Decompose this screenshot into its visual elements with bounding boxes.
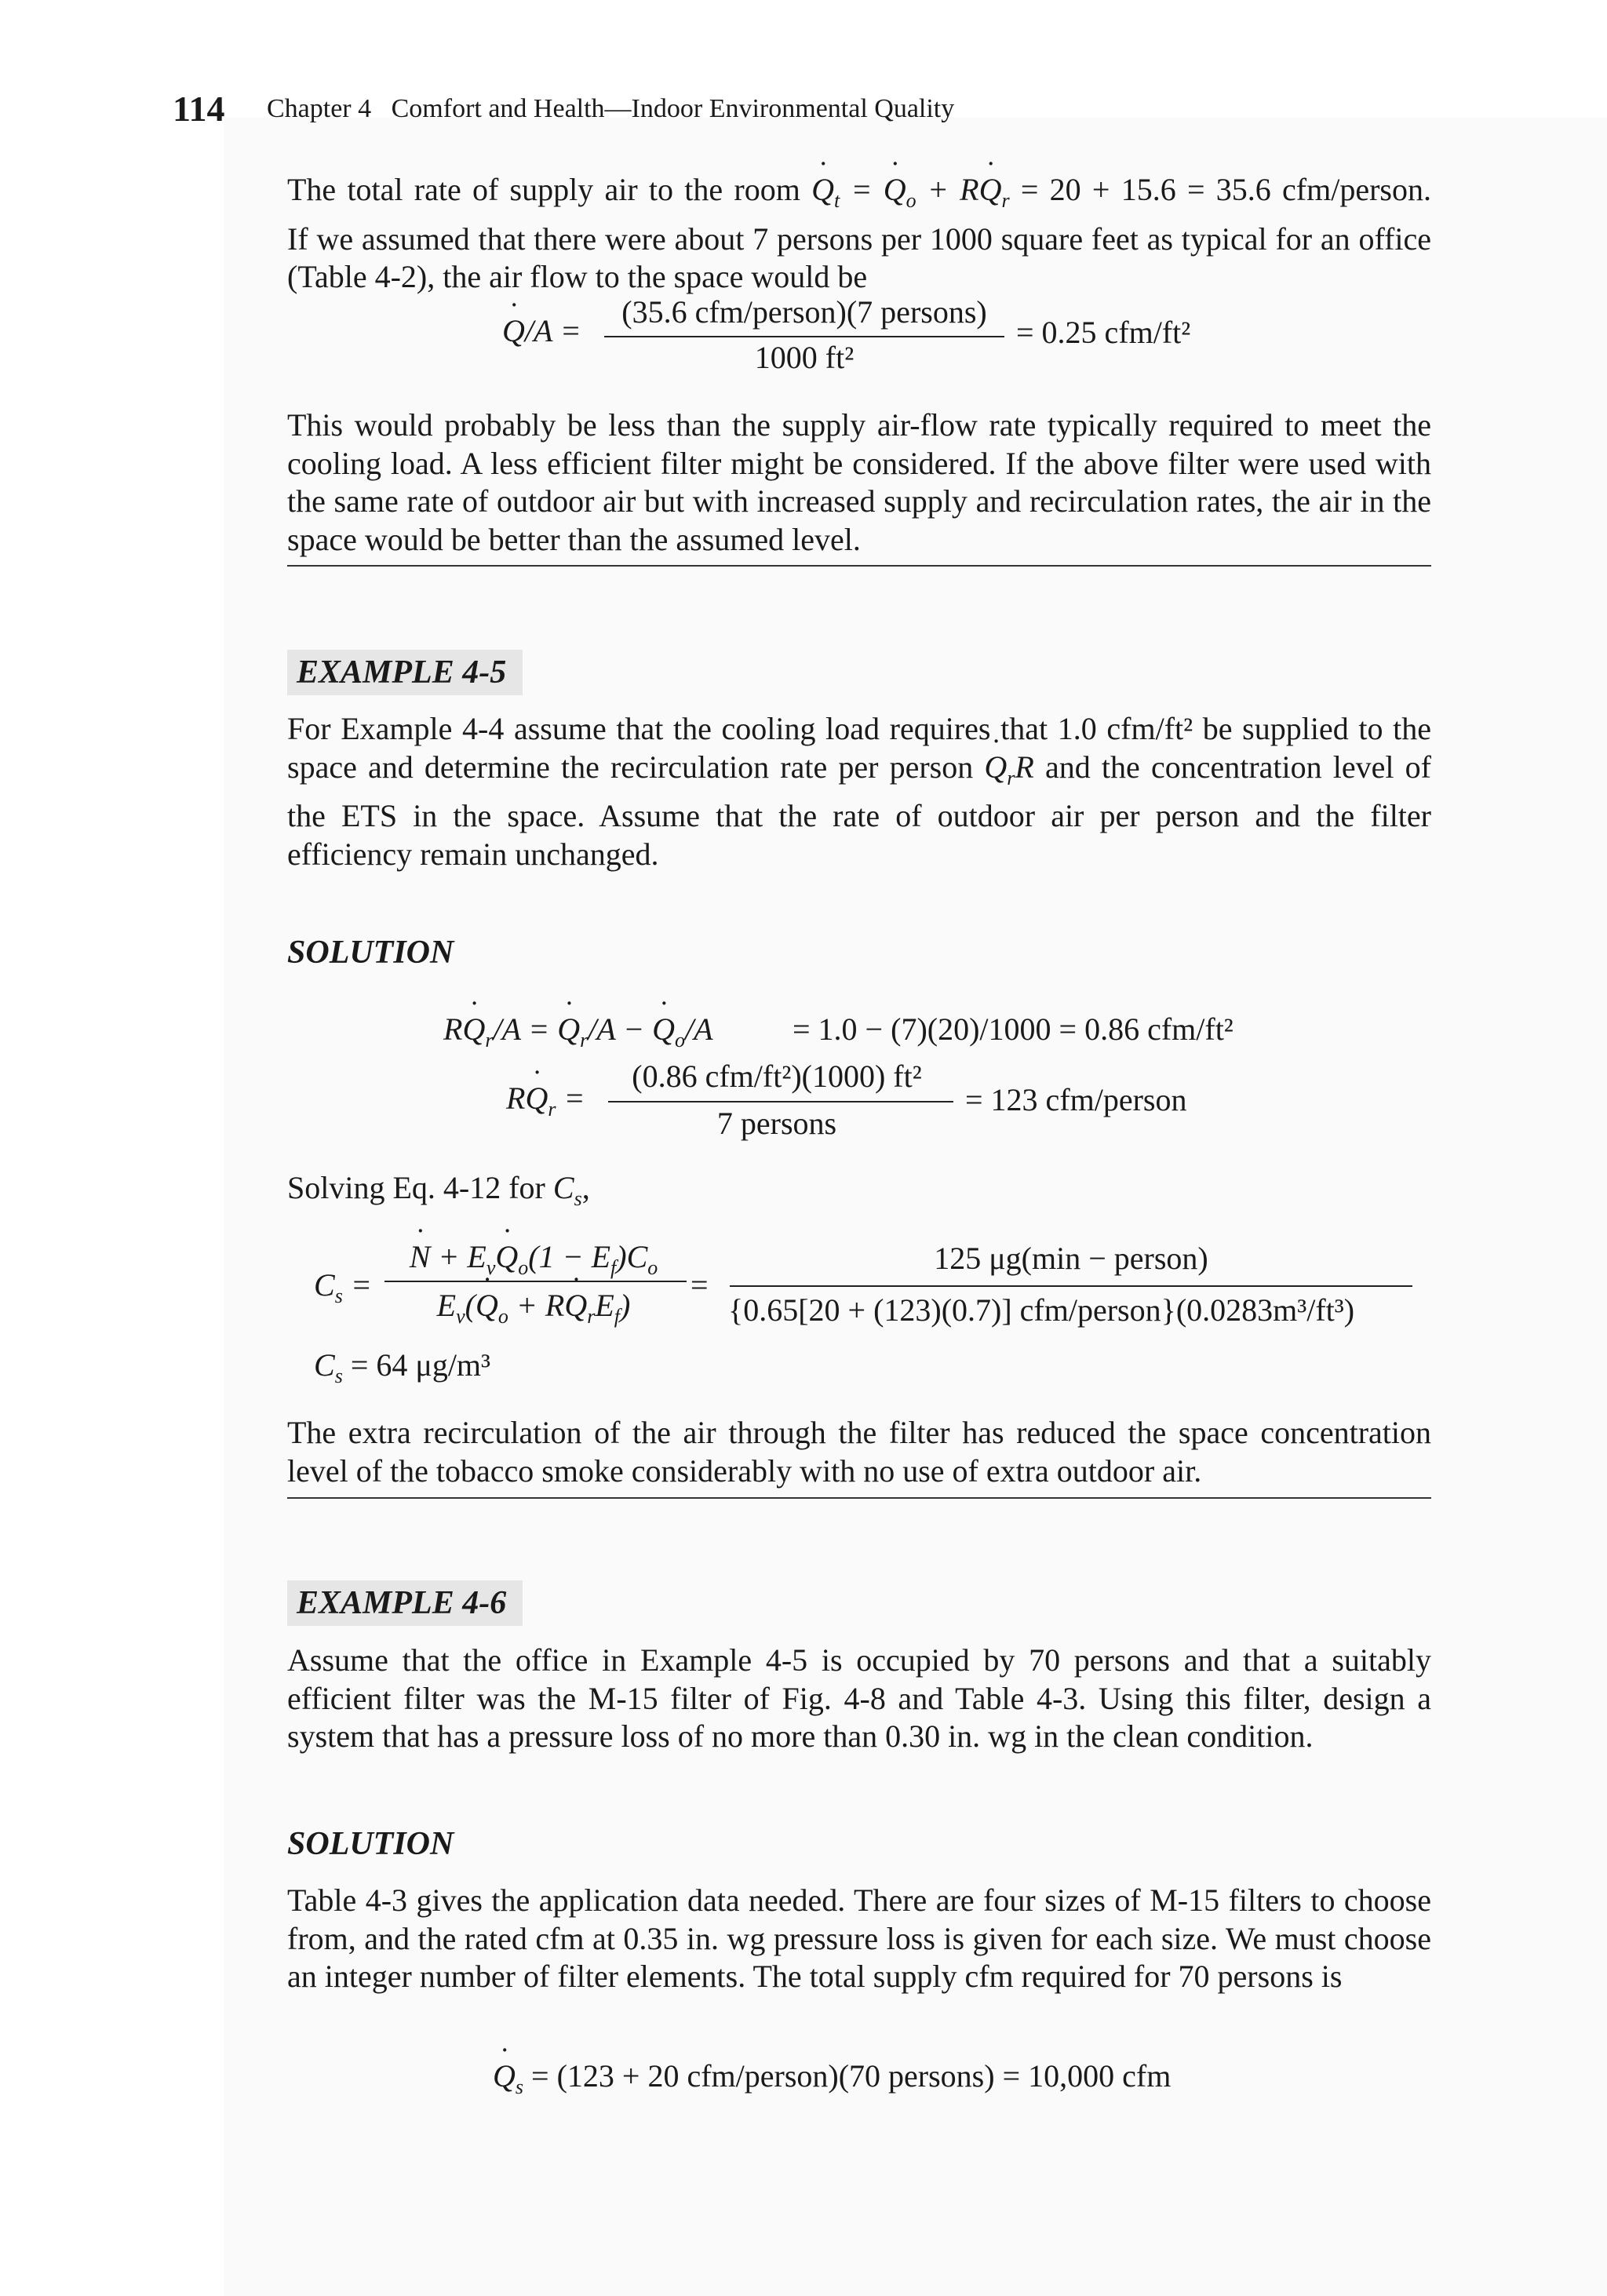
solving-statement: Solving Eq. 4-12 for $C_s$, bbox=[287, 1170, 590, 1211]
eq-recirc-fraction-bar bbox=[608, 1101, 953, 1102]
solving-statement-text: Solving Eq. 4-12 for bbox=[287, 1170, 553, 1205]
example-4-5-problem-text-a: For Example 4-4 assume that the cooling load requires that 1.0 cfm/ft² be supplied to the space and determine the recirculation rate per person bbox=[287, 711, 1431, 785]
recirculation-per-person-symbol: Q $˙_rR$ bbox=[984, 749, 1033, 785]
example-4-6-solution bbox=[287, 1882, 1431, 1996]
example-4-5-problem bbox=[287, 710, 1431, 873]
eq-concentration-symbolic-denominator: $E_v(Q$ $˙_o$ + RQ $˙_rE_f$) bbox=[377, 1287, 691, 1328]
intro-text-start: The total rate of supply air to the room bbox=[287, 172, 812, 207]
intro-paragraph-2 bbox=[287, 406, 1431, 559]
eq-airflow-numerator: (35.6 cfm/person)(7 persons) bbox=[621, 294, 987, 330]
intro-text-rest: If we assumed that there were about 7 persons per 1000 square feet as typical for an office (Table 4-2), the air flow to the space would be bbox=[287, 220, 1431, 295]
eq-airflow-rhs: = 0.25 cfm/ft² bbox=[1016, 315, 1191, 350]
total-supply-formula: Q $˙_t = Q$ $˙_o$ + RQ $˙_r$ bbox=[811, 172, 1009, 207]
intro-paragraph-2-text: This would probably be less than the supply air-flow rate typically required to meet the cooling load. A less efficient filter might be considered. If the above filter were used with the same rate of outdoor air but with increased supply and recirculation rates, the air in the space would be better than the assumed level. bbox=[287, 407, 1431, 557]
example-4-6-problem bbox=[287, 1642, 1431, 1756]
example-4-5-label: EXAMPLE 4-5 bbox=[287, 650, 523, 695]
eq-concentration-result-value: = 64 μg/m³ bbox=[350, 1347, 491, 1383]
eq-concentration-numeric-denominator: {0.65[20 + (123)(0.7)] cfm/person}(0.0283m³/ft³) bbox=[728, 1292, 1355, 1328]
example-4-5-solution-label: SOLUTION bbox=[287, 935, 454, 971]
eq-airflow-per-area-lhs: Q ˙/A = bbox=[502, 312, 581, 349]
eq-airflow-fraction-bar bbox=[604, 336, 1004, 337]
intro-text-result: = 20 + 15.6 = 35.6 cfm/person. bbox=[1009, 172, 1431, 207]
eq-concentration-lhs: $C_s$ = bbox=[314, 1267, 372, 1308]
eq-recirc-denominator: 7 persons bbox=[716, 1106, 837, 1141]
eq-recirc-per-person-lhs: RQ $˙_r$ = bbox=[506, 1080, 585, 1121]
eq-concentration-numeric-bar bbox=[730, 1285, 1412, 1287]
example-4-6-label: EXAMPLE 4-6 bbox=[287, 1580, 523, 1626]
example-4-5-problem-text-b: and the concentration level of the ETS in the space. Assume that the rate of outdoor air per person and the filter efficiency remain unchanged. bbox=[287, 749, 1431, 872]
example-4-5-conclusion-text: The extra recirculation of the air through the filter has reduced the space concentration level of the tobacco smoke considerably with no use of extra outdoor air. bbox=[287, 1415, 1431, 1489]
eq-concentration-numeric-numerator: 125 μg(min − person) bbox=[934, 1241, 1208, 1276]
example-4-6-problem-text: Assume that the office in Example 4-5 is occupied by 70 persons and that a suitably efficient filter was the M-15 filter of Fig. 4-8 and Table 4-3. Using this filter, design a system that has a pressure loss of no more than 0.30 in. wg in the clean condition. bbox=[287, 1642, 1431, 1754]
eq-total-supply-rhs: = (123 + 20 cfm/person)(70 persons) = 10,000 cfm bbox=[531, 2058, 1172, 2094]
example-4-5-conclusion bbox=[287, 1414, 1431, 1490]
example-4-6-solution-text: Table 4-3 gives the application data needed. There are four sizes of M-15 filters to choose from, and the rated cfm at 0.35 in. wg pressure loss is given for each size. We must choose an integer number of filter elements. The total supply cfm required for 70 persons is bbox=[287, 1882, 1431, 1994]
section-divider-2 bbox=[287, 1497, 1431, 1499]
eq-recirc-per-area-lhs: RQ $˙_r/A = Q$ $˙_r/A - Q$ $˙_o/A$ bbox=[443, 1011, 713, 1052]
eq-concentration-symbolic-numerator: N ˙ + $E_vQ$ $˙_o(1 - E_f)C_o$ bbox=[377, 1238, 691, 1280]
eq-airflow-denominator: 1000 ft² bbox=[754, 340, 855, 375]
eq-recirc-numerator: (0.86 cfm/ft²)(1000) ft² bbox=[632, 1059, 922, 1094]
running-title: Chapter 4 Comfort and Health—Indoor Environmental Quality bbox=[267, 94, 955, 123]
example-4-6-solution-label: SOLUTION bbox=[287, 1826, 454, 1862]
eq-total-supply: Q $˙_s = (123 + 20$ cfm/person)(70 persons) = 10,000 cfm bbox=[493, 2057, 1171, 2099]
eq-recirc-rhs: = 123 cfm/person bbox=[965, 1082, 1187, 1117]
eq-concentration-result: $C_s = 64$ μg/m³ bbox=[314, 1347, 491, 1388]
eq-concentration-equals: = bbox=[691, 1267, 709, 1303]
eq-concentration-symbolic-bar bbox=[384, 1281, 687, 1282]
eq-recirc-per-area-rhs: = 1.0 − (7)(20)/1000 = 0.86 cfm/ft² bbox=[793, 1011, 1233, 1047]
page-number: 114 bbox=[173, 89, 225, 129]
section-divider-1 bbox=[287, 565, 1431, 567]
intro-paragraph-1 bbox=[287, 171, 1431, 297]
